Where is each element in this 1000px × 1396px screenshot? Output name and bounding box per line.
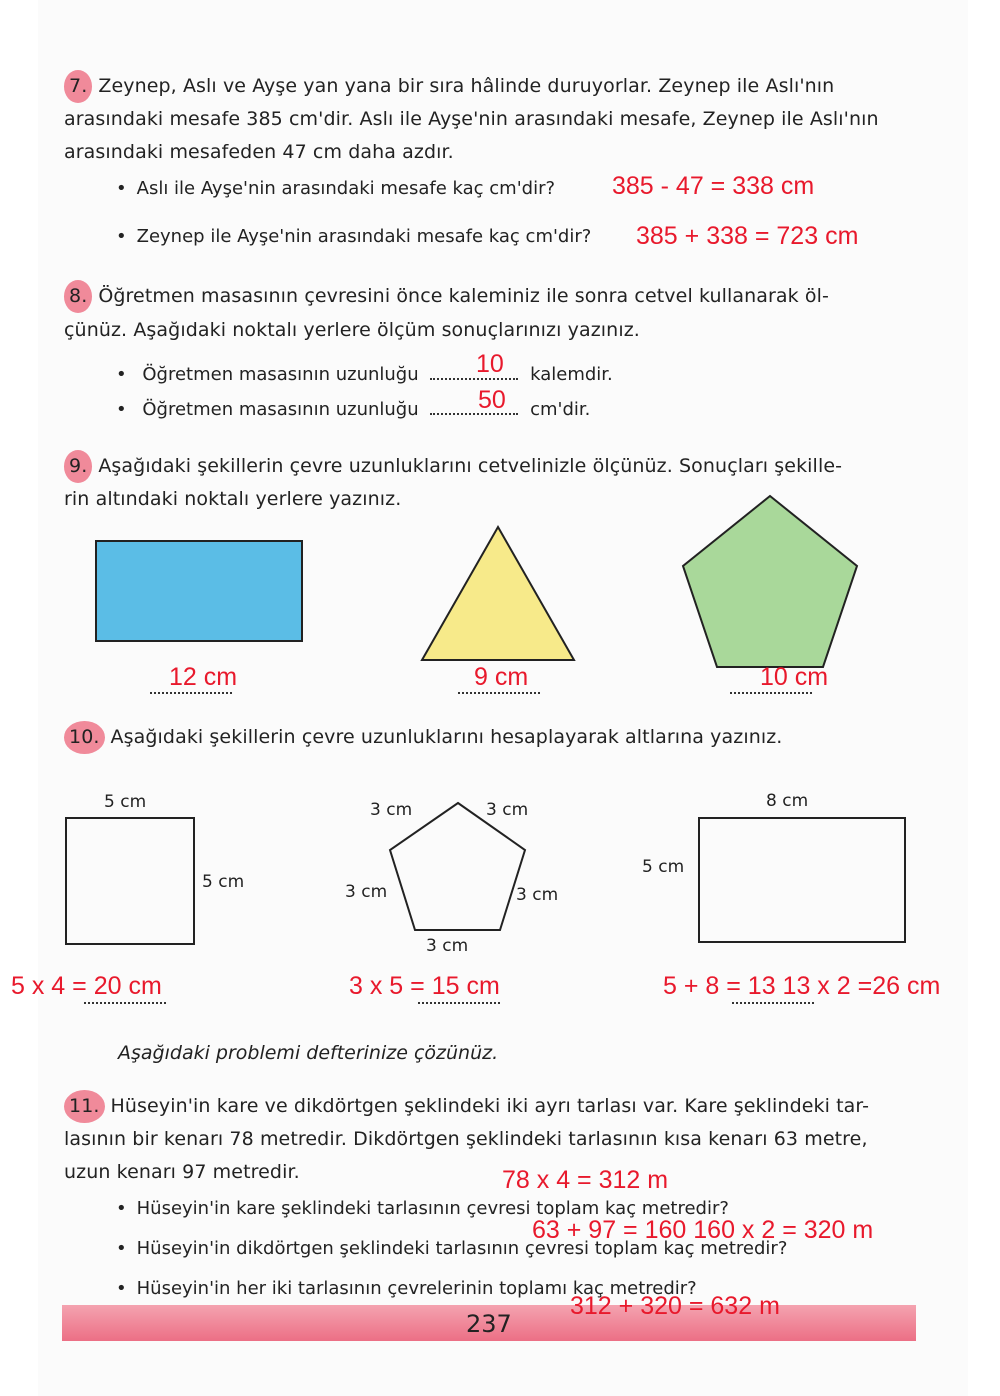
q7-bullet2: • Zeynep ile Ayşe'nin arasındaki mesafe kaç cm'dir? [116, 226, 591, 247]
q11-bullet1: • Hüseyin'in kare şeklindeki tarlasının çevresi toplam kaç metredir? [116, 1198, 729, 1219]
q9-dots1 [150, 692, 232, 694]
q8-bullet2: • Öğretmen masasının uzunluğu cm'dir. [116, 399, 590, 420]
q11-number: 11. [64, 1090, 105, 1123]
q9-triangle [422, 527, 574, 660]
q10-pent-tl-label: 3 cm [370, 800, 413, 820]
q10-answer2: 3 x 5 = 15 cm [349, 972, 500, 1000]
q7-bullet1: • Aslı ile Ayşe'nin arasındaki mesafe kaç cm'dir? [116, 178, 555, 199]
q10-number: 10. [64, 721, 105, 754]
q10-pent-r-label: 3 cm [516, 885, 559, 905]
q11-bullet2: • Hüseyin'in dikdörtgen şeklindeki tarlasının çevresi toplam kaç metredir? [116, 1238, 787, 1259]
q9-number: 9. [64, 450, 92, 483]
q9-dots2 [458, 692, 540, 694]
q7-line2: arasındaki mesafe 385 cm'dir. Aslı ile Ayşe'nin arasındaki mesafe, Zeynep ile Aslı'nın [64, 108, 879, 130]
q7-answer2: 385 + 338 = 723 cm [636, 222, 859, 250]
q10-pent-l-label: 3 cm [345, 882, 388, 902]
q7-answer1: 385 - 47 = 338 cm [612, 172, 815, 200]
q9-answer3: 10 cm [760, 663, 829, 691]
q10-dots3 [732, 1002, 814, 1004]
q9-dots3 [730, 692, 812, 694]
q10-square [66, 818, 194, 944]
q9-rectangle [96, 541, 302, 641]
q10-square-side-label: 5 cm [202, 872, 245, 892]
q11-line1: 11. Hüseyin'in kare ve dikdörtgen şeklindeki iki ayrı tarlası var. Kare şeklindeki tar- [64, 1090, 869, 1123]
q7-line1: 7. Zeynep, Aslı ve Ayşe yan yana bir sıra hâlinde duruyorlar. Zeynep ile Aslı'nın [64, 70, 834, 103]
q8-number: 8. [64, 280, 92, 313]
q10-dots2 [418, 1002, 500, 1004]
q9-line2: rin altındaki noktalı yerlere yazınız. [64, 488, 402, 510]
q10-pentagon [390, 803, 525, 930]
q8-line2: çünüz. Aşağıdaki noktalı yerlere ölçüm sonuçlarınızı yazınız. [64, 319, 640, 341]
page-number: 237 [466, 1310, 512, 1338]
instruction-text: Aşağıdaki problemi defterinize çözünüz. [118, 1042, 499, 1064]
q10-answer1: 5 x 4 = 20 cm [11, 972, 162, 1000]
q11-answer3: 312 + 320 = 632 m [570, 1292, 780, 1320]
q9-pentagon [683, 496, 857, 667]
q10-rectangle [699, 818, 905, 942]
q7-number: 7. [64, 70, 92, 103]
q10-square-top-label: 5 cm [104, 792, 147, 812]
q9-line1: 9. Aşağıdaki şekillerin çevre uzunluklarını cetvelinizle ölçünüz. Sonuçları şekille- [64, 450, 842, 483]
q8-bullet1: • Öğretmen masasının uzunluğu kalemdir. [116, 364, 613, 385]
q10-pent-b-label: 3 cm [426, 936, 469, 956]
q10-rect-top-label: 8 cm [766, 791, 809, 811]
q7-line3: arasındaki mesafeden 47 cm daha azdır. [64, 141, 454, 163]
q10-answer3: 5 + 8 = 13 13 x 2 =26 cm [663, 972, 941, 1000]
q10-pent-tr-label: 3 cm [486, 800, 529, 820]
q11-line2: lasının bir kenarı 78 metredir. Dikdörtgen şeklindeki tarlasının kısa kenarı 63 metre, [64, 1128, 868, 1150]
q10-dots1 [84, 1002, 166, 1004]
q10-rect-side-label: 5 cm [642, 857, 685, 877]
q8-line1: 8. Öğretmen masasının çevresini önce kaleminiz ile sonra cetvel kullanarak öl- [64, 280, 829, 313]
q8-answer1: 10 [476, 350, 504, 378]
q9-answer1: 12 cm [169, 663, 238, 691]
q11-bullet3: • Hüseyin'in her iki tarlasının çevrelerinin toplamı kaç metredir? [116, 1278, 697, 1299]
q8-answer2: 50 [478, 386, 506, 414]
q11-line3: uzun kenarı 97 metredir. [64, 1161, 300, 1183]
q9-answer2: 9 cm [474, 663, 529, 691]
q11-answer2: 63 + 97 = 160 160 x 2 = 320 m [532, 1216, 874, 1244]
q11-answer1: 78 x 4 = 312 m [502, 1166, 669, 1194]
q10-line1: 10. Aşağıdaki şekillerin çevre uzunluklarını hesaplayarak altlarına yazınız. [64, 721, 782, 754]
